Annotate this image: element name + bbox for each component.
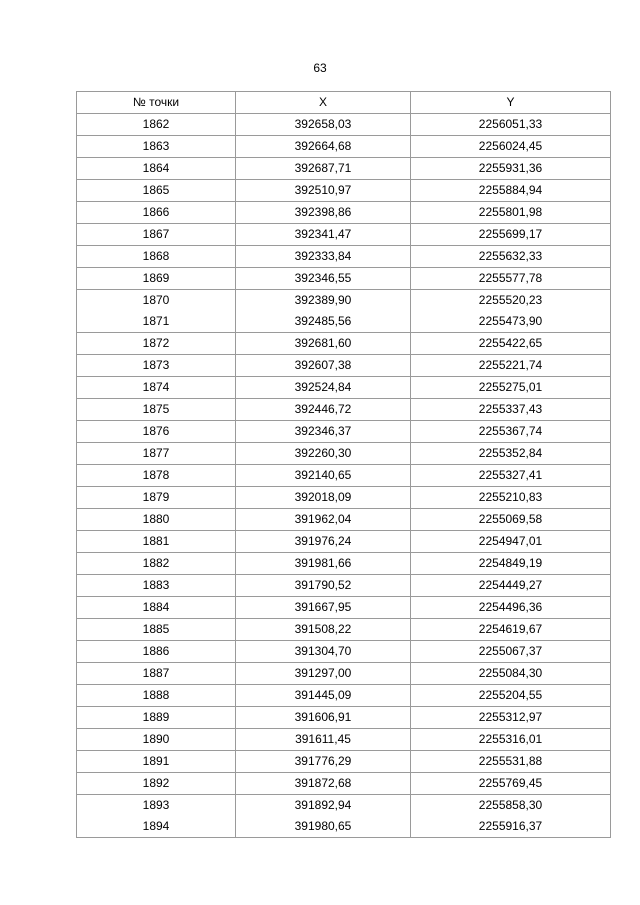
point-number-cell: 1884	[77, 597, 236, 619]
table-row	[77, 465, 611, 487]
table-header-row	[77, 92, 611, 114]
table-row	[77, 531, 611, 553]
x-cell: 391297,00	[236, 663, 411, 685]
table-row	[77, 663, 611, 685]
y-cell: 2255577,78	[411, 268, 611, 290]
x-cell: 392681,60	[236, 333, 411, 355]
table-row	[77, 751, 611, 773]
table-row	[77, 224, 611, 246]
x-cell: 392398,86	[236, 202, 411, 224]
y-cell: 2255520,23	[411, 290, 611, 312]
y-cell: 2255632,33	[411, 246, 611, 268]
table-row	[77, 421, 611, 443]
x-cell: 391611,45	[236, 729, 411, 751]
y-cell: 2254947,01	[411, 531, 611, 553]
x-cell: 391976,24	[236, 531, 411, 553]
point-number-cell: 1867	[77, 224, 236, 246]
y-cell: 2254449,27	[411, 575, 611, 597]
point-number-cell: 1874	[77, 377, 236, 399]
point-number-cell: 1878	[77, 465, 236, 487]
x-cell: 392664,68	[236, 136, 411, 158]
table-row	[77, 641, 611, 663]
y-cell: 2255858,30	[411, 795, 611, 817]
x-cell: 392658,03	[236, 114, 411, 136]
y-cell: 2255221,74	[411, 355, 611, 377]
coordinates-table	[76, 91, 611, 838]
y-cell: 2255884,94	[411, 180, 611, 202]
y-cell: 2255422,65	[411, 333, 611, 355]
point-number-cell: 1885	[77, 619, 236, 641]
x-cell: 392510,97	[236, 180, 411, 202]
y-cell: 2255210,83	[411, 487, 611, 509]
point-number-cell: 1876	[77, 421, 236, 443]
x-cell: 392485,56	[236, 311, 411, 333]
table-row	[77, 355, 611, 377]
y-cell: 2255352,84	[411, 443, 611, 465]
table-row	[77, 707, 611, 729]
y-cell: 2255204,55	[411, 685, 611, 707]
y-cell: 2256024,45	[411, 136, 611, 158]
point-number-cell: 1886	[77, 641, 236, 663]
point-number-cell: 1888	[77, 685, 236, 707]
x-cell: 392018,09	[236, 487, 411, 509]
y-cell: 2256051,33	[411, 114, 611, 136]
point-number-cell: 1863	[77, 136, 236, 158]
x-cell: 391892,94	[236, 795, 411, 817]
y-cell: 2255801,98	[411, 202, 611, 224]
table-row	[77, 333, 611, 355]
x-cell: 392140,65	[236, 465, 411, 487]
y-cell: 2255084,30	[411, 663, 611, 685]
y-cell: 2255699,17	[411, 224, 611, 246]
point-number-cell: 1879	[77, 487, 236, 509]
point-number-cell: 1870	[77, 290, 236, 312]
point-number-cell: 1873	[77, 355, 236, 377]
y-cell: 2255473,90	[411, 311, 611, 333]
point-number-cell: 1868	[77, 246, 236, 268]
x-cell: 391980,65	[236, 816, 411, 838]
point-number-cell: 1881	[77, 531, 236, 553]
x-cell: 392341,47	[236, 224, 411, 246]
y-cell: 2255275,01	[411, 377, 611, 399]
y-cell: 2255769,45	[411, 773, 611, 795]
table-row	[77, 795, 611, 817]
table-row	[77, 290, 611, 312]
point-number-cell: 1883	[77, 575, 236, 597]
x-cell: 391872,68	[236, 773, 411, 795]
table-row	[77, 575, 611, 597]
x-cell: 392260,30	[236, 443, 411, 465]
table-row	[77, 729, 611, 751]
x-cell: 392524,84	[236, 377, 411, 399]
table-row	[77, 487, 611, 509]
y-cell: 2255337,43	[411, 399, 611, 421]
point-number-cell: 1880	[77, 509, 236, 531]
table-row	[77, 377, 611, 399]
x-cell: 391962,04	[236, 509, 411, 531]
y-cell: 2255316,01	[411, 729, 611, 751]
y-cell: 2255367,74	[411, 421, 611, 443]
header-x: X	[236, 92, 411, 114]
x-cell: 391606,91	[236, 707, 411, 729]
point-number-cell: 1891	[77, 751, 236, 773]
x-cell: 391981,66	[236, 553, 411, 575]
table-row	[77, 816, 611, 838]
point-number-cell: 1890	[77, 729, 236, 751]
x-cell: 392346,55	[236, 268, 411, 290]
y-cell: 2255312,97	[411, 707, 611, 729]
y-cell: 2255916,37	[411, 816, 611, 838]
point-number-cell: 1862	[77, 114, 236, 136]
table-row	[77, 443, 611, 465]
x-cell: 392446,72	[236, 399, 411, 421]
x-cell: 391304,70	[236, 641, 411, 663]
x-cell: 391508,22	[236, 619, 411, 641]
table-row	[77, 246, 611, 268]
y-cell: 2255067,37	[411, 641, 611, 663]
y-cell: 2254496,36	[411, 597, 611, 619]
table-row	[77, 553, 611, 575]
table-row	[77, 311, 611, 333]
x-cell: 392687,71	[236, 158, 411, 180]
point-number-cell: 1889	[77, 707, 236, 729]
point-number-cell: 1871	[77, 311, 236, 333]
point-number-cell: 1872	[77, 333, 236, 355]
point-number-cell: 1869	[77, 268, 236, 290]
y-cell: 2255327,41	[411, 465, 611, 487]
x-cell: 392333,84	[236, 246, 411, 268]
point-number-cell: 1892	[77, 773, 236, 795]
table-row	[77, 773, 611, 795]
table-row	[77, 114, 611, 136]
table-row	[77, 202, 611, 224]
x-cell: 392346,37	[236, 421, 411, 443]
point-number-cell: 1893	[77, 795, 236, 817]
table-row	[77, 180, 611, 202]
point-number-cell: 1882	[77, 553, 236, 575]
y-cell: 2254619,67	[411, 619, 611, 641]
point-number-cell: 1866	[77, 202, 236, 224]
point-number-cell: 1887	[77, 663, 236, 685]
table-row	[77, 597, 611, 619]
page-number: 63	[313, 61, 327, 75]
y-cell: 2255931,36	[411, 158, 611, 180]
point-number-cell: 1894	[77, 816, 236, 838]
point-number-cell: 1864	[77, 158, 236, 180]
table-row	[77, 619, 611, 641]
x-cell: 392607,38	[236, 355, 411, 377]
y-cell: 2254849,19	[411, 553, 611, 575]
x-cell: 391776,29	[236, 751, 411, 773]
point-number-cell: 1875	[77, 399, 236, 421]
header-point-number: № точки	[77, 92, 236, 114]
x-cell: 391667,95	[236, 597, 411, 619]
table-row	[77, 685, 611, 707]
header-y: Y	[411, 92, 611, 114]
point-number-cell: 1877	[77, 443, 236, 465]
x-cell: 392389,90	[236, 290, 411, 312]
table-row	[77, 158, 611, 180]
point-number-cell: 1865	[77, 180, 236, 202]
y-cell: 2255069,58	[411, 509, 611, 531]
y-cell: 2255531,88	[411, 751, 611, 773]
table-body	[77, 114, 611, 838]
table-row	[77, 509, 611, 531]
table-row	[77, 136, 611, 158]
table-row	[77, 399, 611, 421]
x-cell: 391445,09	[236, 685, 411, 707]
x-cell: 391790,52	[236, 575, 411, 597]
table-row	[77, 268, 611, 290]
